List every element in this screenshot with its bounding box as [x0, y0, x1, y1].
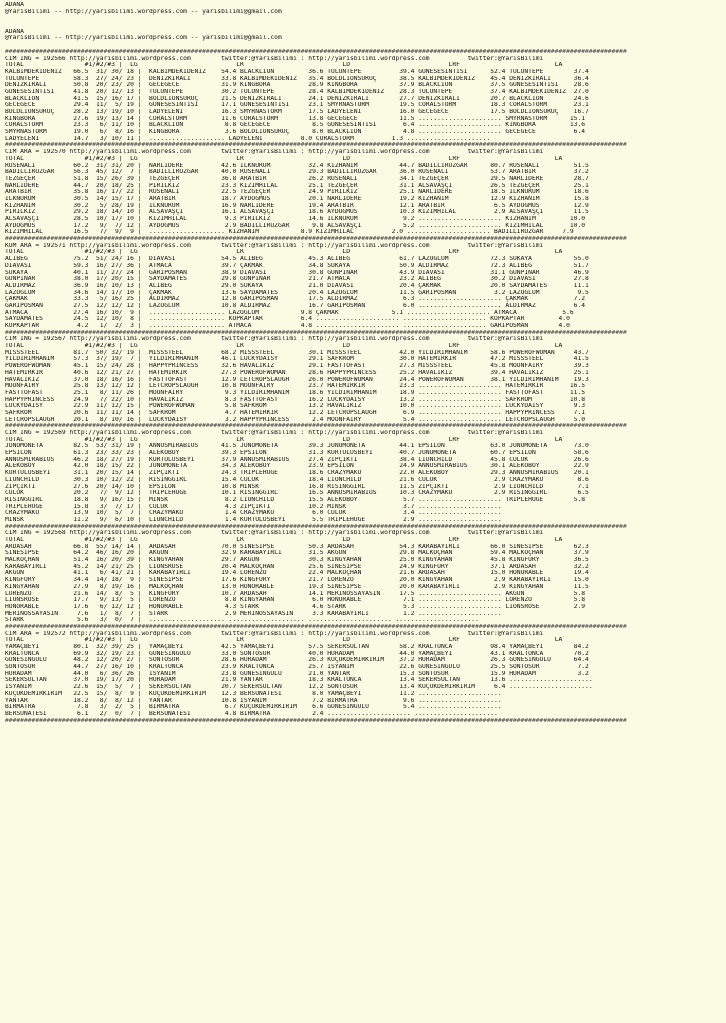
table-row: LIONCHILD 30.3 10/ 12/ 22 | RISINGGIRL 15.4 CÜLÜK 18.4 LIONCHILD 21.6 CÜLÜK 2.9 CRAZYMAKU 8.6	[5, 476, 589, 483]
table-row: SONTOSUR 44.7 27/ 16/ 10 | KRALTUNCA 23.9 KRALTUNCA 25.7 ISYANIM 22.6 GÜNESINGÜLÜ 25.5 SONTOSUR 7.2	[5, 664, 589, 671]
table-row: KARABAYIRLI 45.2 14/ 21/ 25 | LIONSROSE 20.4 MALKOÇHAN 25.6 SINESIPSE 24.9 KINGFURY 37.1 ARDASAH 32.2	[5, 563, 589, 570]
table-row: AYDOGMUS 17.2 9/ 7/ 12 | AYDOGMUS 2.9 BADILLIRÜZGAR 9.8 ALSAVAŞÇI 5.2 ...................... KIZIMHILAL 10.0	[5, 222, 586, 229]
table-row: KOPKAPTAR 4.2 1/ 2/ 3 | .................... ATMACA 4.8 ...................... ...................... GARIPOSMAN 4.0	[5, 323, 570, 329]
table-row: DIAVASI 59.3 16/ 27/ 36 | ATMACA 39.7 ÇAKMAK 34.8 SUKAYA 50.9 ALDIRMAZ 72.3 ALIBEG 51.7	[5, 262, 589, 269]
table-row: RUSENALI 60.2 31/ 31/ 20 | NARLIDERE 42.6 ILKNURUM 32.4 KIZHANIM 44.7 BADILLIRÜZGAR 80.7 RUSENALI 51.5	[5, 162, 589, 169]
table-row: SAFKROM 20.6 11/ 11/ 14 | SAFKROM 4.7 HATEMIRKIR 12.2 LETCROPSLAUGH 6.9 ...................... HAPPYPRINCESS 7.1	[5, 409, 586, 416]
table-row: HONORABLE 17.6 6/ 12/ 12 | HONORABLE 4.3 STARK 4.6 STARK 5.3 ...................... LIONSROSE 2.9	[5, 603, 586, 610]
column-header: TOTAL #1/#2/#3 | LG LR LD LRF LA	[5, 62, 563, 69]
table-row: ARDASAH 66.8 55/ 14/ 14 | ARDASAH 70.0 SINESIPSE 50.3 ARDASAH 54.3 KARABAYIRLI 66.0 SINESIPSE 62.3	[5, 543, 589, 550]
race-header: CIM ING = 192568 http://yarisbilimi.wordpress.com twitter:@YarisBilimi : http://yarisbilimi.wordpress.com twitter:@YarisBilimi	[5, 530, 544, 537]
table-row: LORENZO 21.6 14/ 8/ 5 | KINGFURY 10.7 ARDASAH 14.1 MERINOSSAYASIN 17.5 ...................... AKGÜN 5.8	[5, 590, 586, 597]
table-row: ZIPÇIKTI 27.6 20/ 14/ 10 | EPSILON 10.8 MINSK 16.8 RISINGGIRL 11.5 ZIPÇIKTI 2.9 LIONCHILD 7.1	[5, 483, 589, 490]
table-row: MINSK 11.2 9/ 6/ 10 | LIONCHILD 1.4 KURTULUSBEYI 5.5 TRIPLEHUGE 2.9 ......................	[5, 516, 502, 523]
column-header: TOTAL #1/#2/#3 | LG LR LD LRF LA	[5, 155, 563, 162]
table-row: GÜNESESINTISI 41.8 20/ 12/ 13 | TÜLÜNTEPE 30.2 TÜLÜNTEPE 28.4 KALBIMDEKIDENIZ 28.3 TÜLÜNTEPE 37.4 KALBIMDEKIDENIZ 27.0	[5, 88, 589, 95]
separator-line: ####################################################################################################################################################################	[5, 423, 627, 430]
table-row: MERINOSSAYASIN 7.6 1/ 8/ 7 | STARK 2.9 MERINOSSAYASIN 3.3 KARABAYIRLI 1.2 ......................	[5, 610, 502, 617]
table-row: KINGBORA 27.6 19/ 13/ 14 | CORALSTORM 11.6 CORALSTORM 13.8 GECEGECE 11.5 ...................... SMYRNASTORM 15.1	[5, 115, 586, 122]
table-row: CORALSTORM 23.3 6/ 11/ 10 | BLACKLION 8.8 GECEGECE 8.5 GÜNESESINTISI 6.4 ...................... KINGBORA 13.6	[5, 122, 586, 129]
table-row: ALEKOBOY 42.0 18/ 15/ 22 | JUNOMONETA 34.3 ALEKOBOY 23.9 EPSILON 24.9 ANNUSMIRABIUS 30.1 ALEKOBOY 22.9	[5, 463, 589, 470]
table-row: GÜNPINAR 38.0 17/ 20/ 15 | SAYDAMATES 29.8 GÜNPINAR 21.7 ATMACA 23.2 ALIBEG 30.2 DIAVASI 27.8	[5, 276, 589, 283]
table-row: TÜLÜNTEPE 58.3 27/ 24/ 23 | DENIZKIRALI 33.8 KALBIMDEKIDENIZ 35.4 BOLDLIONSURUÇ 38.5 KALBIMDEKIDENIZ 45.4 DENIZKIRALI 36.4	[5, 75, 589, 82]
race-header: CIM ING = 192567 http://yarisbilimi.wordpress.com twitter:@YarisBilimi : http://yarisbilimi.wordpress.com twitter:@YarisBilimi	[5, 336, 544, 343]
race-header: CIM ING = 192566 http://yarisbilimi.wordpress.com twitter:@YarisBilimi : http://yarisbilimi.wordpress.com twitter:@YarisBilimi	[5, 55, 544, 62]
table-row: GÜNESINGÜLÜ 48.2 12/ 20/ 27 | SONTOSUR 28.6 HÜRADAM 26.3 KÜÇÜKDEMIRKIRIM 37.2 HÜRADAM 26.3 GÜNESINGÜLÜ 64.4	[5, 657, 589, 664]
table-row: JUNOMONETA 82.5 53/ 31/ 19 | ANNUSMIRABIUS 41.5 JUNOMONETA 39.3 JUNOMONETA 44.1 EPSILON 63.0 JUNOMONETA 73.0	[5, 443, 589, 450]
table-row: YANTAR 18.2 8/ 8/ 12 | YANTAR 10.8 ISYANIM 7.2 BIRMATRA 9.6 ......................	[5, 697, 502, 704]
intro-line: @YarisBilimi -- http://yarisbilimi.wordpress.com -- yarisbilimi@gmail.com	[5, 35, 282, 42]
table-row: KRALTUNCA 69.9 32/ 19/ 23 | GÜNESINGÜLÜ 33.0 SONTOSUR 40.0 HÜRADAM 44.0 YAMAÇBEYI 43.1 KRALTUNCA 70.2	[5, 650, 589, 657]
table-row: HÜRADAM 44.0 6/ 36/ 26 | ISYANIM 23.8 GÜNESINGÜLÜ 21.0 YANTAR 15.3 SONTOSUR 15.9 HÜRADAM 3.2	[5, 670, 589, 677]
separator-line: ####################################################################################################################################################################	[5, 142, 627, 149]
column-header: TOTAL #1/#2/#3 | LG LR LD LRF LA	[5, 436, 563, 443]
table-row: SUKAYA 40.1 11/ 27/ 24 | GARIPOSMAN 38.9 DIAVASI 30.8 GÜNPINAR 43.9 DIAVASI 31.1 GÜNPINAR 46.9	[5, 269, 589, 276]
table-row: MALKOÇHAN 51.4 16/ 20/ 39 | KINGYAHAN 29.7 AKGÜN 30.3 KINGYAHAN 25.0 KINGYAHAN 45.8 KINGFURY 36.5	[5, 557, 589, 564]
table-row: SEKERSULTAN 37.0 19/ 17/ 20 | HÜRADAM 21.9 YANTAR 18.3 KRALTUNCA 13.4 SEKERSULTAN 13.6 ......................	[5, 677, 593, 684]
table-row: SAYDAMATES 24.5 12/ 10/ 8 | .................... KOPKAPTAR 6.4 ...................... ...................... KOPKAPTAR 4.0	[5, 316, 570, 323]
table-row: LIONSROSE 17.7 9/ 13/ 5 | LORENZO 8.8 KINGYAHAN 6.0 HONORABLE 7.1 ...................... LORENZO 5.8	[5, 597, 586, 604]
table-row: EPSILON 61.3 23/ 33/ 23 | ALEKOBOY 39.3 EPSILON 31.3 KURTULUSBEYI 40.7 JUNOMONETA 60.7 EPSILON 58.6	[5, 450, 589, 457]
table-row: ALIBEG 75.2 51/ 24/ 16 | DIAVASI 54.5 ALIBEG 45.3 ALIBEG 61.7 LAZOGLUM 72.3 SUKAYA 55.0	[5, 256, 589, 263]
separator-line: ####################################################################################################################################################################	[5, 329, 627, 336]
table-row: HATEMIRKIR 40.6 12/ 21/ 27 | HATEMIRKIR 27.3 POWEROFWOMAN 28.6 HAPPYPRINCESS 25.2 HAVALIKIZ 39.4 HAVALIKIZ 25.1	[5, 369, 589, 376]
table-row: BLACKLION 41.5 15/ 16/ 17 | BOLDLIONSURUÇ 21.5 DENIZKIRALI 24.1 DENIZKIRALI 27.7 DENIZKIRALI 20.7 BLACKLION 24.6	[5, 95, 589, 102]
table-row: KIZHANIM 30.2 5/ 28/ 19 | ILKNURUM 16.9 NARLIDERE 19.4 ARATBIR 12.1 ARATBIR 6.5 AYDOGMUS 12.9	[5, 202, 589, 209]
table-row: SMYRNASTORM 19.0 6/ 8/ 16 | KINGBORA 3.6 BOLDLIONSURUÇ 8.0 BLACKLION 4.8 ...................... GECEGECE 6.4	[5, 129, 586, 136]
intro-line	[5, 22, 726, 29]
table-row: KALBIMDEKIDENIZ 66.5 31/ 30/ 18 | KALBIMDEKIDENIZ 54.4 BLACKLION 36.6 TÜLÜNTEPE 39.4 GÜNESESINTISI 52.4 TÜLÜNTEPE 37.4	[5, 68, 589, 75]
table-row: HAVALIKIZ 37.0 18/ 16/ 16 | FASTTOFAST 12.9 LETCROPSLAUGH 26.0 POWEROFWOMAN 24.4 POWEROFWOMAN 38.1 YILDIRIMHANIM 19.3	[5, 376, 589, 383]
separator-line: ####################################################################################################################################################################	[5, 236, 627, 243]
table-row: ÇAKMAK 33.3 5/ 16/ 25 | ALDIRMAZ 12.8 GARIPOSMAN 17.5 ALDIRMAZ 6.3 ...................... ÇAKMAK 7.2	[5, 296, 586, 303]
table-row: DENIZKIRALI 50.8 20/ 23/ 20 | GECEGECE 31.9 KINGBORA 28.9 KINGBORA 37.9 BLACKLION 37.5 GÜNESESINTISI 28.6	[5, 82, 589, 89]
table-row: FASTTOFAST 25.1 8/ 11/ 26 | MOONFAIRY 9.3 YILDIRIMHANIM 18.6 YILDIRIMHANIM 18.9 ...................... FASTTOFAST 11.5	[5, 389, 586, 396]
table-row: LUCKYDAISY 22.9 11/ 12/ 15 | POWEROFWOMAN 5.8 SAFKROM 13.2 HAVALIKIZ 10.0 ...................... LUCKYDAISY 9.3	[5, 403, 586, 410]
table-row: PIRILKIZ 29.2 18/ 14/ 10 | ALSAVAŞÇI 16.1 ALSAVAŞÇI 18.6 AYDOGMUS 10.3 KIZIMHILAL 2.9 ALSAVAŞÇI 11.5	[5, 209, 589, 216]
race-header: CIM ING = 192569 http://yarisbilimi.wordpress.com twitter:@YarisBilimi : http://yarisbilimi.wordpress.com twitter:@YarisBilimi	[5, 430, 544, 436]
table-row: GARIPOSMAN 27.5 12/ 12/ 12 | LAZOGLUM 10.8 ALDIRMAZ 16.7 GARIPOSMAN 6.0 ...................... ALDIRMAZ 6.4	[5, 302, 586, 309]
table-row: ANNUSMIRABIUS 46.2 18/ 27/ 19 | KURTULUSBEYI 37.9 ANNUSMIRABIUS 27.4 ZIPÇIKTI 38.4 LIONCHILD 45.8 CÜLÜK 26.6	[5, 456, 589, 463]
table-row: LAZOGLUM 34.6 14/ 17/ 10 | ÇAKMAK 13.6 SAYDAMATES 20.4 LAZOGLUM 11.5 GARIPOSMAN 3.2 LAZOGLUM 9.5	[5, 289, 589, 296]
separator-line: ####################################################################################################################################################################	[5, 623, 627, 630]
table-row: LADYELENI 14.7 3/ 10/ 11 | .................... LADYELENI 8.0 CORALSTORM 1.3 ......................	[5, 135, 491, 142]
separator-line: ####################################################################################################################################################################	[5, 717, 627, 724]
table-row: ATMACA 27.4 16/ 10/ 9 | .................... LAZOGLUM 9.8 ÇAKMAK 5.1 ...................... ATMACA 5.6	[5, 309, 574, 316]
table-row: ARATBIR 35.8 16/ 17/ 22 | RUSENALI 22.5 TEZGEÇER 24.9 PIRILKIZ 25.1 NARLIDERE 18.5 ILKNURUM 18.6	[5, 189, 589, 196]
table-row: YILDIRIMHANIM 57.3 37/ 19/ 7 | YILDIRIMHANIM 46.1 LUCKYDAISY 29.1 SAFKROM 30.0 HATEMIRKIR 47.2 MISSSTEEL 41.5	[5, 356, 589, 363]
intro-line: ADANA	[5, 2, 24, 8]
table-row: BADILLIRÜZGAR 56.3 45/ 12/ 7 | BADILLIRÜZGAR 40.0 RUSENALI 29.3 BADILLIRÜZGAR 36.0 RUSENALI 53.7 ARATBIR 37.2	[5, 169, 589, 176]
table-row: ALSAVAŞÇI 28.5 10/ 17/ 10 | KIZIMHILAL 9.3 PIRILKIZ 14.6 ILKNURUM 9.2 ...................... KIZHANIM 10.0	[5, 216, 586, 222]
table-row: MOONFAIRY 25.8 13/ 12/ 12 | LETCROPSLAUGH 10.8 MOONFAIRY 23.7 HATEMIRKIR 23.3 ...................... HATEMIRKIR 16.5	[5, 383, 586, 390]
table-row: SINESIPSE 64.2 46/ 16/ 20 | AKGÜN 32.9 KARABAYIRLI 31.5 AKGÜN 29.8 MALKOÇHAN 59.4 MALKOÇHAN 37.9	[5, 550, 589, 557]
separator-line: ####################################################################################################################################################################	[5, 523, 627, 530]
race-header: CIM ARA = 192570 http://yarisbilimi.wordpress.com twitter:@YarisBilimi : http://yarisbilimi.wordpress.com twitter:@YarisBilimi	[5, 149, 544, 156]
intro-line	[5, 42, 726, 49]
intro-line: @YarisBilimi -- http://yarisbilimi.wordpress.com -- yarisbilimi@gmail.com	[5, 8, 282, 15]
table-row: GECEGECE 29.4 11/ 5/ 19 | GÜNESESINTISI 17.1 GÜNESESINTISI 23.1 SMYRNASTORM 19.5 CORALSTORM 18.3 CORALSTORM 23.1	[5, 102, 589, 109]
table-row: KÜÇÜKDEMIRKIRIM 22.5 15/ 8/ 9 | KÜÇÜKDEMIRKIRIM 12.3 BERSUNATESI 8.0 YAMAÇBEYI 11.2 ......................	[5, 690, 502, 697]
table-row: AKGÜN 41.1 6/ 41/ 21 | KARABAYIRLI 19.4 LORENZO 22.4 MALKOÇHAN 21.6 ARDASAH 15.0 HONORABLE 19.4	[5, 570, 589, 577]
table-row: KIZIMHILAL 16.5 7/ 9/ 9 | .................... KIZHANIM 8.9 KIZIMHILAL 2.0 ...................... BADILLIRÜZGAR 7.9	[5, 229, 574, 236]
race-header: KUM ARA = 192571 http://yarisbilimi.wordpress.com twitter:@YarisBilimi : http://yarisbilimi.wordpress.com twitter:@YarisBilimi	[5, 242, 544, 249]
table-row: ALDIRMAZ 36.9 16/ 10/ 13 | ALIBEG 29.0 SUKAYA 21.0 DIAVASI 20.4 ÇAKMAK 20.0 SAYDAMATES 11.1	[5, 282, 589, 289]
table-row: RISINGGIRL 18.8 9/ 16/ 15 | MINSK 8.2 LIONCHILD 15.5 ALEKOBOY 5.7 ...................... TRIPLEHUGE 5.8	[5, 496, 586, 503]
column-header: TOTAL #1/#2/#3 | LG LR LD LRF LA	[5, 343, 563, 350]
table-row: ILKNURUM 30.5 14/ 15/ 17 | ARATBIR 18.7 AYDOGMUS 20.1 NARLIDERE 19.2 KIZHANIM 12.9 KIZHANIM 15.8	[5, 195, 589, 202]
table-row: POWEROFWOMAN 45.1 15/ 24/ 28 | HAPPYPRINCESS 32.6 HAVALIKIZ 29.1 FASTTOFAST 27.3 MISSSTEEL 45.8 MOONFAIRY 39.3	[5, 363, 589, 370]
separator-line: ####################################################################################################################################################################	[5, 48, 627, 55]
table-row: CÜLÜK 20.2 7/ 9/ 12 | TRIPLEHUGE 10.1 RISINGGIRL 16.5 ANNUSMIRABIUS 10.3 CRAZYMAKU 2.9 RISINGGIRL 6.5	[5, 490, 589, 497]
race-header: CIM ARA = 192572 http://yarisbilimi.wordpress.com twitter:@YarisBilimi : http://yarisbilimi.wordpress.com twitter:@YarisBilimi	[5, 630, 544, 637]
column-header: TOTAL #1/#2/#3 | LG LR LD LRF LA	[5, 637, 563, 644]
table-row: TEZGEÇER 51.8 15/ 26/ 39 | TEZGEÇER 36.8 ARATBIR 26.2 RUSENALI 34.1 TEZGEÇER 29.5 NARLIDERE 28.7	[5, 175, 589, 182]
table-row: KINGFURY 34.4 14/ 18/ 9 | SINESIPSE 17.6 KINGFURY 21.7 LORENZO 20.0 KINGYAHAN 2.9 KARABAYIRLI 15.0	[5, 577, 589, 584]
column-header: TOTAL #1/#2/#3 | LG LR LD LRF LA	[5, 249, 563, 256]
table-row: CRAZYMAKU 13.9 10/ 5/ 7 | CRAZYMAKU 1.4 CRAZYMAKU 6.0 CÜLÜK 3.4 ......................	[5, 510, 502, 517]
table-row: YAMAÇBEYI 80.1 32/ 39/ 25 | YAMAÇBEYI 42.5 YAMAÇBEYI 57.5 SEKERSULTAN 58.2 KRALTUNCA 98.4 YAMAÇBEYI 84.2	[5, 644, 589, 650]
table-row: HAPPYPRINCESS 24.9 7/ 22/ 10 | HAVALIKIZ 8.3 FASTTOFAST 16.2 LUCKYDAISY 13.2 ...................... SAFKROM 10.8	[5, 396, 586, 403]
table-row: STARK 5.6 3/ 0/ 7 | .................... .................... ...................... ......................	[5, 617, 479, 624]
table-row: KINGYAHAN 27.9 8/ 19/ 16 | MALKOÇHAN 13.0 HONORABLE 19.3 SINESIPSE 20.0 KARABAYIRLI 2.9 KINGYAHAN 11.5	[5, 583, 589, 590]
table-row: BERSUNATESI 6.1 2/ 0/ 7 | BERSUNATESI 4.8 BIRMATRA 2.4 ...................... ......................	[5, 710, 498, 717]
intro-line	[5, 15, 726, 22]
table-row: LETCROPSLAUGH 20.1 8/ 10/ 16 | LUCKYDAISY 3.2 HAPPYPRINCESS 2.4 MOONFAIRY 5.4 ...................... LETCROPSLAUGH 5.0	[5, 416, 586, 423]
table-row: BOLDLIONSURUÇ 28.2 13/ 19/ 10 | LADYELENI 16.3 SMYRNASTORM 17.5 LADYELENI 16.0 GECEGECE 17.5 BOLDLIONSURUÇ 16.7	[5, 109, 589, 115]
table-row: ISYANIM 22.6 15/ 5/ 7 | SEKERSULTAN 20.7 SEKERSULTAN 12.2 SONTOSUR 13.4 KÜÇÜKDEMIRKIRIM 6.4 ......................	[5, 684, 593, 691]
table-row: MISSSTEEL 81.7 50/ 32/ 19 | MISSSTEEL 68.2 MISSSTEEL 30.1 MISSSTEEL 42.0 YILDIRIMHANIM 58.6 POWEROFWOMAN 43.7	[5, 349, 589, 356]
column-header: TOTAL #1/#2/#3 | LG LR LD LRF LA	[5, 537, 563, 543]
table-row: KURTULUSBEYI 31.1 20/ 15/ 14 | ZIPÇIKTI 24.3 TRIPLEHUGE 18.6 CRAZYMAKU 22.0 ALEKOBOY 29.3 ANNUSMIRABIUS 20.1	[5, 470, 589, 477]
table-row: NARLIDERE 44.7 20/ 18/ 25 | PIRILKIZ 23.3 KIZIMHILAL 25.1 TEZGEÇER 31.1 ALSAVAŞÇI 26.5 TEZGEÇER 25.1	[5, 182, 589, 189]
intro-line: ADANA	[5, 28, 24, 35]
table-row: BIRMATRA 7.8 3/ 2/ 5 | BIRMATRA 6.7 KÜÇÜKDEMIRKIRIM 6.6 GÜNESINGÜLÜ 5.4 ......................	[5, 704, 502, 711]
table-row: TRIPLEHUGE 15.8 3/ 7/ 17 | CÜLÜK 4.3 ZIPÇIKTI 10.2 MINSK 3.7 ......................	[5, 503, 502, 510]
